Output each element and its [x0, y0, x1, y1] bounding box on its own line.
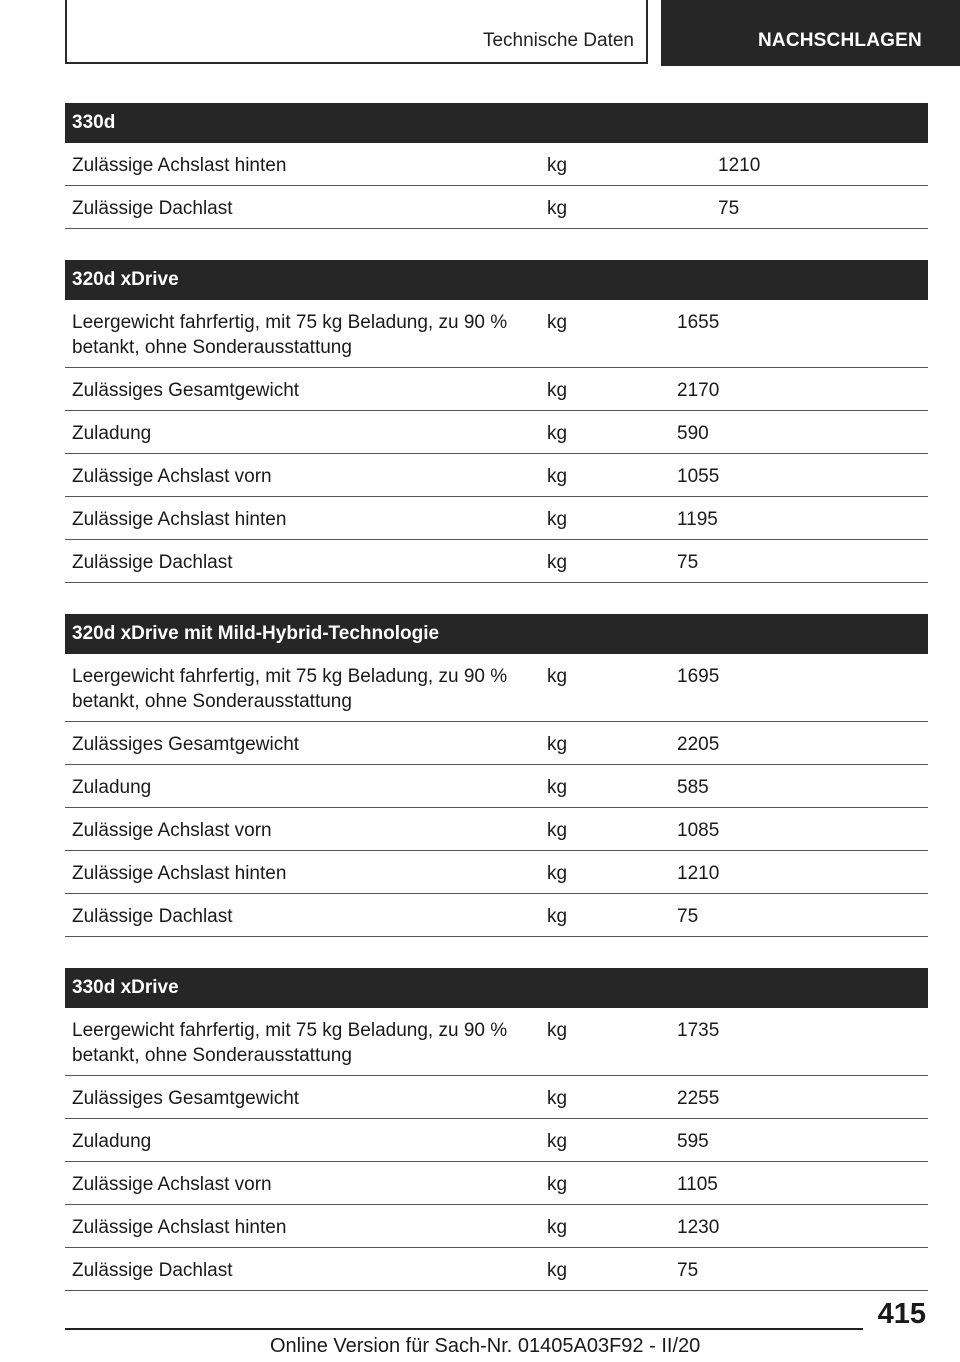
row-value: 1085 — [670, 808, 928, 851]
table-title: 320d xDrive — [65, 260, 928, 300]
row-unit: kg — [540, 722, 670, 765]
table-row — [65, 1248, 928, 1291]
footer-version-text: Online Version für Sach-Nr. 01405A03F92 - II/20 — [270, 1335, 701, 1357]
chapter-tab — [661, 0, 960, 66]
table-row — [65, 1162, 928, 1205]
row-label: Zulässige Achslast hinten — [65, 497, 540, 540]
chapter-title: NACHSCHLAGEN — [758, 30, 922, 51]
spec-tables — [65, 103, 928, 1322]
table-row — [65, 368, 928, 411]
row-value: 2255 — [670, 1076, 928, 1119]
spec-table-330d-xdrive — [65, 968, 928, 1291]
row-value: 75 — [670, 186, 928, 229]
table-row — [65, 300, 928, 368]
table-row — [65, 143, 928, 186]
row-value: 75 — [670, 1248, 928, 1291]
row-value: 75 — [670, 894, 928, 937]
row-value: 1055 — [670, 454, 928, 497]
table-row — [65, 1076, 928, 1119]
row-label: Zulässiges Gesamtgewicht — [65, 1076, 540, 1119]
row-label: Zulässige Achslast vorn — [65, 1162, 540, 1205]
spec-table-320d-xdrive-mild-hybrid — [65, 614, 928, 937]
row-label: Zulässige Dachlast — [65, 1248, 540, 1291]
row-label: Zulässige Achslast hinten — [65, 1205, 540, 1248]
row-label: Zulässige Achslast hinten — [65, 143, 540, 186]
table-row — [65, 1119, 928, 1162]
row-value: 1735 — [670, 1008, 928, 1076]
row-label: Zulässige Dachlast — [65, 540, 540, 583]
row-unit: kg — [540, 1162, 670, 1205]
row-value: 1195 — [670, 497, 928, 540]
row-value: 75 — [670, 540, 928, 583]
table-row — [65, 894, 928, 937]
table-row — [65, 1205, 928, 1248]
row-label: Zulässige Achslast vorn — [65, 808, 540, 851]
row-value: 1210 — [670, 851, 928, 894]
row-label: Zulässiges Gesamtgewicht — [65, 722, 540, 765]
row-value: 1230 — [670, 1205, 928, 1248]
row-value: 2205 — [670, 722, 928, 765]
table-row — [65, 411, 928, 454]
table-title: 320d xDrive mit Mild-Hybrid-Technologie — [65, 614, 928, 654]
table-title: 330d xDrive — [65, 968, 928, 1008]
row-unit: kg — [540, 186, 670, 229]
row-label: Leergewicht fahrfertig, mit 75 kg Beladung, zu 90 % betankt, ohne Sonderausstattung — [65, 1008, 540, 1076]
table-row — [65, 654, 928, 722]
row-unit: kg — [540, 300, 670, 368]
row-value: 1210 — [670, 143, 928, 186]
section-tab — [65, 0, 648, 64]
row-label: Leergewicht fahrfertig, mit 75 kg Beladung, zu 90 % betankt, ohne Sonderausstattung — [65, 654, 540, 722]
row-value: 1695 — [670, 654, 928, 722]
spec-table-330d — [65, 103, 928, 229]
row-unit: kg — [540, 851, 670, 894]
row-label: Zuladung — [65, 765, 540, 808]
table-row — [65, 497, 928, 540]
page-header — [0, 0, 960, 66]
row-unit: kg — [540, 143, 670, 186]
row-unit: kg — [540, 454, 670, 497]
table-row — [65, 851, 928, 894]
row-unit: kg — [540, 540, 670, 583]
row-unit: kg — [540, 894, 670, 937]
row-value: 585 — [670, 765, 928, 808]
row-unit: kg — [540, 1205, 670, 1248]
table-row — [65, 186, 928, 229]
row-label: Zulässige Achslast hinten — [65, 851, 540, 894]
page-number: 415 — [877, 1298, 926, 1330]
row-unit: kg — [540, 411, 670, 454]
row-label: Zulässige Achslast vorn — [65, 454, 540, 497]
row-value: 590 — [670, 411, 928, 454]
table-row — [65, 540, 928, 583]
table-row — [65, 454, 928, 497]
row-label: Zulässiges Gesamtgewicht — [65, 368, 540, 411]
footer-divider — [65, 1328, 863, 1330]
row-value: 595 — [670, 1119, 928, 1162]
row-value: 1105 — [670, 1162, 928, 1205]
row-unit: kg — [540, 765, 670, 808]
table-row — [65, 808, 928, 851]
table-row — [65, 765, 928, 808]
row-label: Leergewicht fahrfertig, mit 75 kg Beladung, zu 90 % betankt, ohne Sonderausstattung — [65, 300, 540, 368]
section-title: Technische Daten — [482, 30, 634, 51]
row-value: 2170 — [670, 368, 928, 411]
row-unit: kg — [540, 497, 670, 540]
row-unit: kg — [540, 654, 670, 722]
row-label: Zulässige Dachlast — [65, 894, 540, 937]
row-unit: kg — [540, 1248, 670, 1291]
row-label: Zuladung — [65, 411, 540, 454]
row-unit: kg — [540, 1008, 670, 1076]
row-unit: kg — [540, 1076, 670, 1119]
row-unit: kg — [540, 808, 670, 851]
row-label: Zulässige Dachlast — [65, 186, 540, 229]
spec-table-320d-xdrive — [65, 260, 928, 583]
table-row — [65, 722, 928, 765]
table-row — [65, 1008, 928, 1076]
row-value: 1655 — [670, 300, 928, 368]
row-label: Zuladung — [65, 1119, 540, 1162]
table-title: 330d — [65, 103, 928, 143]
row-unit: kg — [540, 1119, 670, 1162]
row-unit: kg — [540, 368, 670, 411]
